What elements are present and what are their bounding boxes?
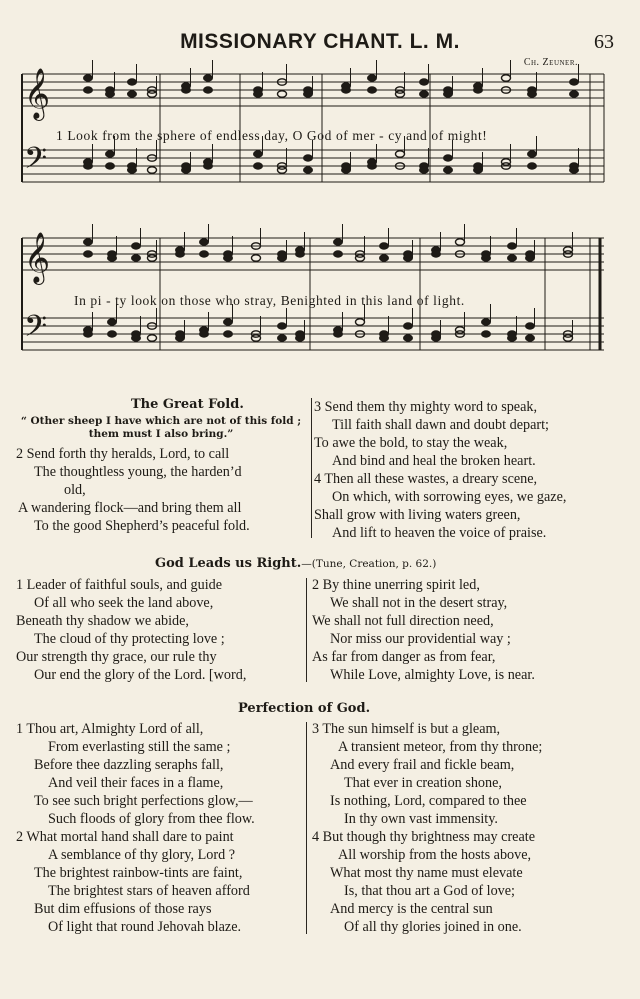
svg-text:𝄞: 𝄞 — [24, 68, 51, 119]
verse-line: 1 Thou art, Almighty Lord of all, — [16, 721, 204, 737]
great-fold-left-column — [16, 445, 250, 535]
epigraph-line: them must I also bring.” — [88, 428, 234, 440]
verse-line: 1 Leader of faithful souls, and guide — [16, 577, 223, 593]
verse-line: A wandering flock—and bring them all — [18, 500, 242, 516]
verse-line: Is, that thou art a God of love; — [344, 883, 515, 899]
column-divider — [306, 722, 307, 934]
verse-line: While Love, almighty Love, is near. — [330, 667, 535, 683]
svg-text:𝄞: 𝄞 — [24, 232, 51, 283]
verse-line: Such floods of glory from thee flow. — [48, 811, 255, 827]
verse-line: 2 Send forth thy heralds, Lord, to call — [16, 446, 230, 462]
hymn-title-great-fold: The Great Fold. — [131, 397, 244, 412]
verse-line: old, — [64, 482, 86, 498]
verse-line: In thy own vast immensity. — [344, 811, 498, 827]
verse-line: Is nothing, Lord, compared to thee — [330, 793, 527, 809]
page-title: MISSIONARY CHANT. L. M. — [180, 30, 460, 53]
perfection-right-column — [312, 720, 542, 936]
hymn-title-perfection: Perfection of God. — [238, 701, 371, 716]
verse-line: A semblance of thy glory, Lord ? — [48, 847, 236, 863]
verse-line: Shall grow with living waters green, — [314, 507, 521, 523]
verse-line: Of all who seek the land above, — [34, 595, 214, 611]
verse-line: On which, with sorrowing eyes, we gaze, — [332, 489, 567, 505]
column-divider — [306, 578, 307, 682]
composer-credit: Ch. Zeuner. — [523, 57, 578, 68]
lyrics-line-2: In pi - ty look on those who stray, Benighted in this land of light. — [74, 293, 465, 308]
verse-line: To the good Shepherd’s peaceful fold. — [34, 518, 250, 534]
verse-line: That ever in creation shone, — [344, 775, 502, 791]
verse-line: 2 By thine unerring spirit led, — [312, 577, 480, 593]
verse-line: Till faith shall dawn and doubt depart; — [332, 417, 549, 433]
god-leads-right-column — [312, 576, 535, 684]
music-score — [0, 0, 640, 390]
verse-line: To see such bright perfections glow,— — [34, 793, 253, 809]
verse-line: 4 But though thy brightness may create — [312, 829, 536, 845]
verse-line: And lift to heaven the voice of praise. — [332, 525, 547, 541]
verse-line: 3 Send them thy mighty word to speak, — [314, 399, 538, 415]
column-divider — [311, 398, 312, 538]
verse-line: 2 What mortal hand shall dare to paint — [16, 829, 234, 845]
verse-line: A transient meteor, from thy throne; — [338, 739, 543, 755]
svg-text:𝄢: 𝄢 — [24, 310, 48, 351]
tune-reference: —(Tune, Creation, p. 62.) — [301, 558, 437, 570]
verse-line: Our strength thy grace, our rule thy — [16, 649, 217, 665]
svg-text:𝄢: 𝄢 — [24, 142, 48, 183]
verse-line: And every frail and fickle beam, — [330, 757, 515, 773]
verse-line: All worship from the hosts above, — [338, 847, 532, 863]
hymn-title-text: God Leads us Right. — [155, 556, 302, 571]
god-leads-left-column — [16, 576, 246, 684]
verse-line: Nor miss our providential way ; — [330, 631, 511, 647]
verse-line: And bind and heal the broken heart. — [332, 453, 536, 469]
page-number: 63 — [594, 31, 614, 53]
verse-line: And mercy is the central sun — [330, 901, 493, 917]
verse-line: Of light that round Jehovah blaze. — [48, 919, 242, 935]
lyrics-line-1: 1 Look from the sphere of endless day, O God of mer - cy and of might! — [56, 128, 488, 143]
verse-line: As far from danger as from fear, — [312, 649, 496, 665]
verse-line: 3 The sun himself is but a gleam, — [312, 721, 501, 737]
verse-line: We shall not full direction need, — [312, 613, 494, 629]
verse-line: Before thee dazzling seraphs fall, — [34, 757, 224, 773]
verse-line: To awe the bold, to stay the weak, — [314, 435, 508, 451]
verse-line: But dim effusions of those rays — [34, 901, 212, 917]
epigraph — [14, 415, 308, 441]
epigraph-line: “ Other sheep I have which are not of this fold ; — [20, 415, 302, 427]
verse-line: The brightest stars of heaven afford — [48, 883, 250, 899]
verse-line: 4 Then all these wastes, a dreary scene, — [314, 471, 538, 487]
perfection-left-column — [16, 720, 255, 936]
verse-line: Of all thy glories joined in one. — [344, 919, 522, 935]
verse-line: What most thy name must elevate — [330, 865, 523, 881]
hymn-title-god-leads — [155, 556, 436, 571]
great-fold-right-column — [314, 398, 566, 542]
verse-line: The brightest rainbow-tints are faint, — [34, 865, 243, 881]
verse-line: From everlasting still the same ; — [48, 739, 231, 755]
verse-line: Our end the glory of the Lord. [word, — [34, 667, 247, 683]
verse-line: Beneath thy shadow we abide, — [16, 613, 189, 629]
verse-line: The thoughtless young, the harden’d — [34, 464, 242, 480]
verse-line: The cloud of thy protecting love ; — [34, 631, 225, 647]
verse-line: We shall not in the desert stray, — [330, 595, 508, 611]
verse-line: And veil their faces in a flame, — [48, 775, 224, 791]
